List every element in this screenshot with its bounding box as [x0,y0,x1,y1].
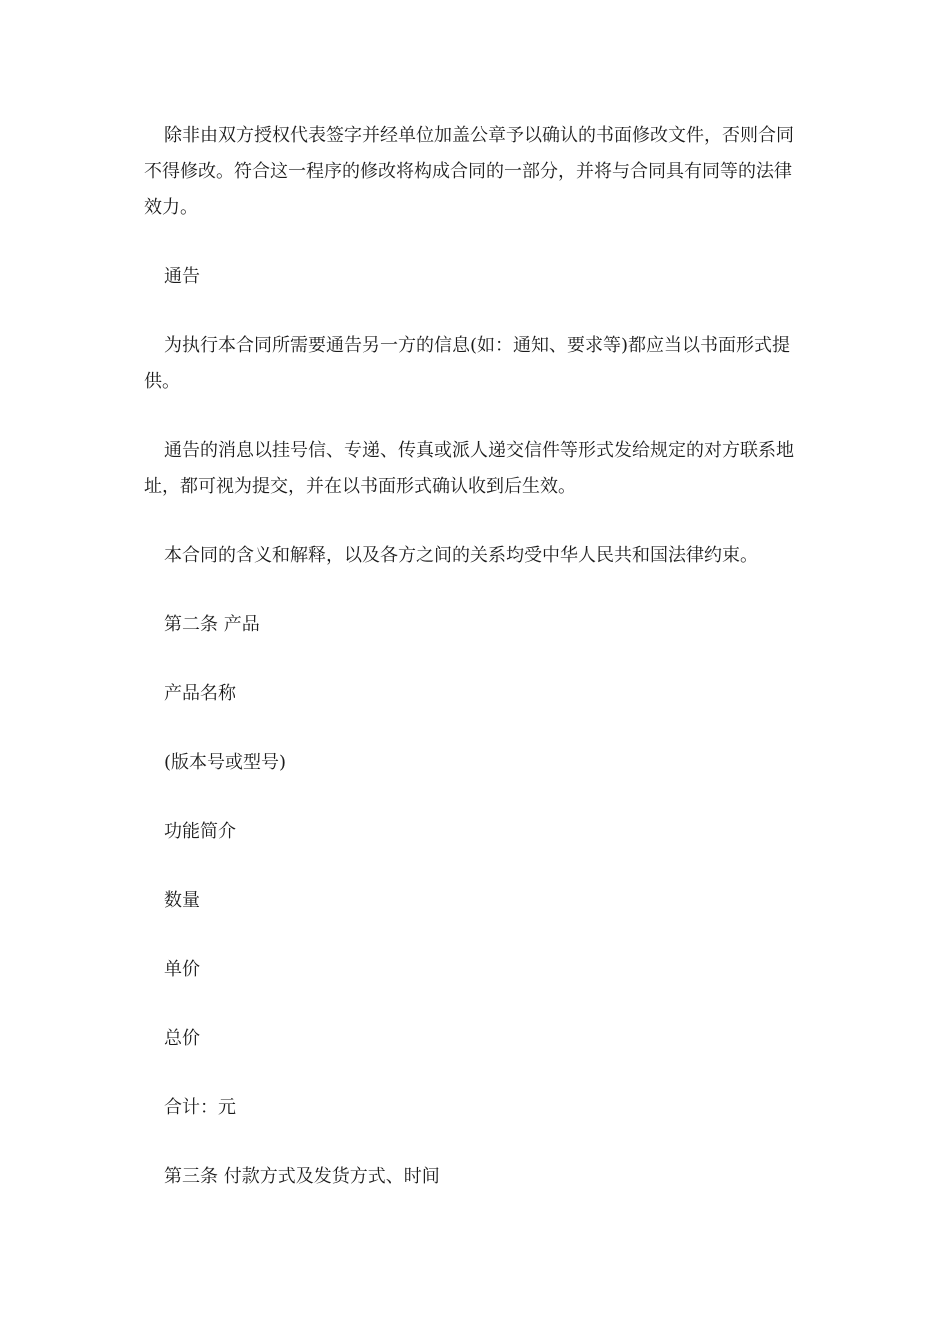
field-unit-price: 单价 [164,959,200,980]
heading-article-3: 第三条 付款方式及发货方式、时间 [164,1166,440,1187]
document-body [144,118,806,1228]
field-product-name: 产品名称 [164,683,236,704]
field-total-price: 总价 [164,1028,200,1049]
heading-notice: 通告 [164,266,200,287]
field-quantity: 数量 [164,890,200,911]
paragraph-amendment: 除非由双方授权代表签字并经单位加盖公章予以确认的书面修改文件，否则合同不得修改。符合这一程序的修改将构成合同的一部分，并将与合同具有同等的法律效力。 [144,125,794,218]
paragraph-governing-law: 本合同的含义和解释，以及各方之间的关系均受中华人民共和国法律约束。 [164,545,758,566]
paragraph-notice-form: 为执行本合同所需要通告另一方的信息(如：通知、要求等)都应当以书面形式提供。 [144,335,791,392]
field-function: 功能简介 [164,821,236,842]
paragraph-notice-delivery: 通告的消息以挂号信、专递、传真或派人递交信件等形式发给规定的对方联系地址，都可视为提交，并在以书面形式确认收到后生效。 [144,440,794,497]
field-sum: 合计：元 [164,1097,236,1118]
field-version: (版本号或型号) [164,752,287,773]
heading-article-2: 第二条 产品 [164,614,260,635]
